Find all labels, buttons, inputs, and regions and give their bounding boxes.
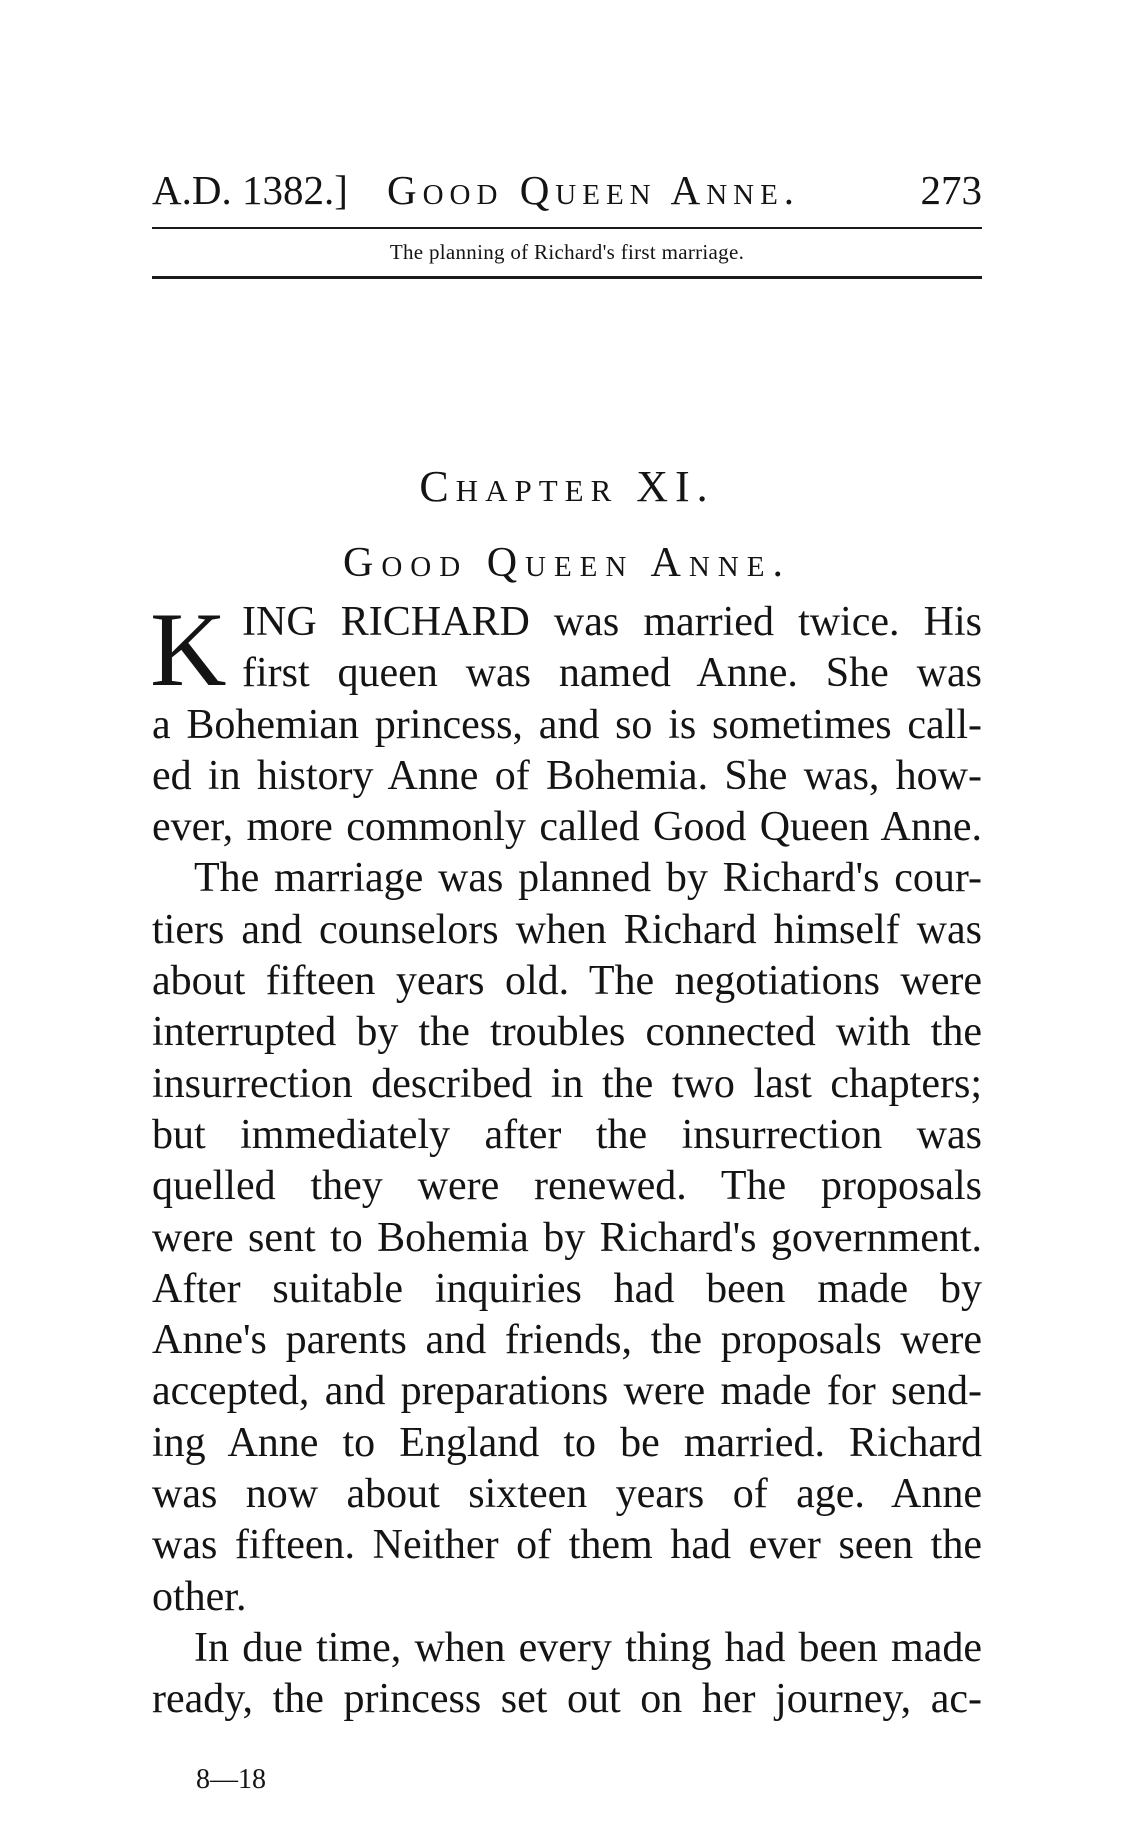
text-line: ed in history Anne of Bohemia. She was, how- <box>152 752 982 799</box>
body-text <box>150 591 982 1726</box>
text-line: ready, the princess set out on her journey, ac- <box>152 1676 982 1723</box>
running-head-date: A.D. 1382.] <box>152 167 348 213</box>
header-rule-top <box>152 227 982 229</box>
page-number: 273 <box>920 167 982 213</box>
text-line: quelled they were renewed. The proposals <box>152 1163 982 1210</box>
text-line: ING RICHARD was married twice. His <box>242 599 982 645</box>
drop-cap: K <box>150 591 227 708</box>
text-line: In due time, when every thing had been made <box>194 1624 982 1671</box>
text-line: The marriage was planned by Richard's cour- <box>194 855 982 902</box>
text-line: was fifteen. Neither of them had ever seen the <box>152 1522 982 1569</box>
text-line: After suitable inquiries had been made by <box>152 1265 982 1312</box>
signature-mark: 8—18 <box>196 1764 266 1795</box>
running-head <box>152 160 982 220</box>
header-rule-bottom <box>152 276 982 279</box>
running-head-title: Good Queen Anne. <box>387 167 801 213</box>
text-line: accepted, and preparations were made for send- <box>152 1368 982 1415</box>
text-line: Anne's parents and friends, the proposals were <box>152 1317 982 1364</box>
text-line: first queen was named Anne. She was <box>242 650 982 697</box>
text-line: ing Anne to England to be married. Richard <box>152 1419 982 1466</box>
page-subhead: The planning of Richard's first marriage. <box>389 240 745 264</box>
text-line: were sent to Bohemia by Richard's government. <box>152 1214 982 1261</box>
text-line: but immediately after the insurrection was <box>152 1111 982 1158</box>
text-line: other. <box>152 1573 247 1620</box>
text-line: about fifteen years old. The negotiations were <box>152 958 982 1005</box>
chapter-title: Good Queen Anne. <box>343 540 791 586</box>
chapter-number: Chapter XI. <box>419 462 715 511</box>
book-page <box>152 0 982 1833</box>
text-line: interrupted by the troubles connected with the <box>152 1009 982 1056</box>
text-line: was now about sixteen years of age. Anne <box>152 1471 982 1518</box>
text-line: a Bohemian princess, and so is sometimes call- <box>152 701 982 748</box>
text-line: insurrection described in the two last chapters; <box>152 1060 982 1107</box>
text-line: ever, more commonly called Good Queen Anne. <box>152 804 982 851</box>
text-line: tiers and counselors when Richard himself was <box>152 906 982 953</box>
